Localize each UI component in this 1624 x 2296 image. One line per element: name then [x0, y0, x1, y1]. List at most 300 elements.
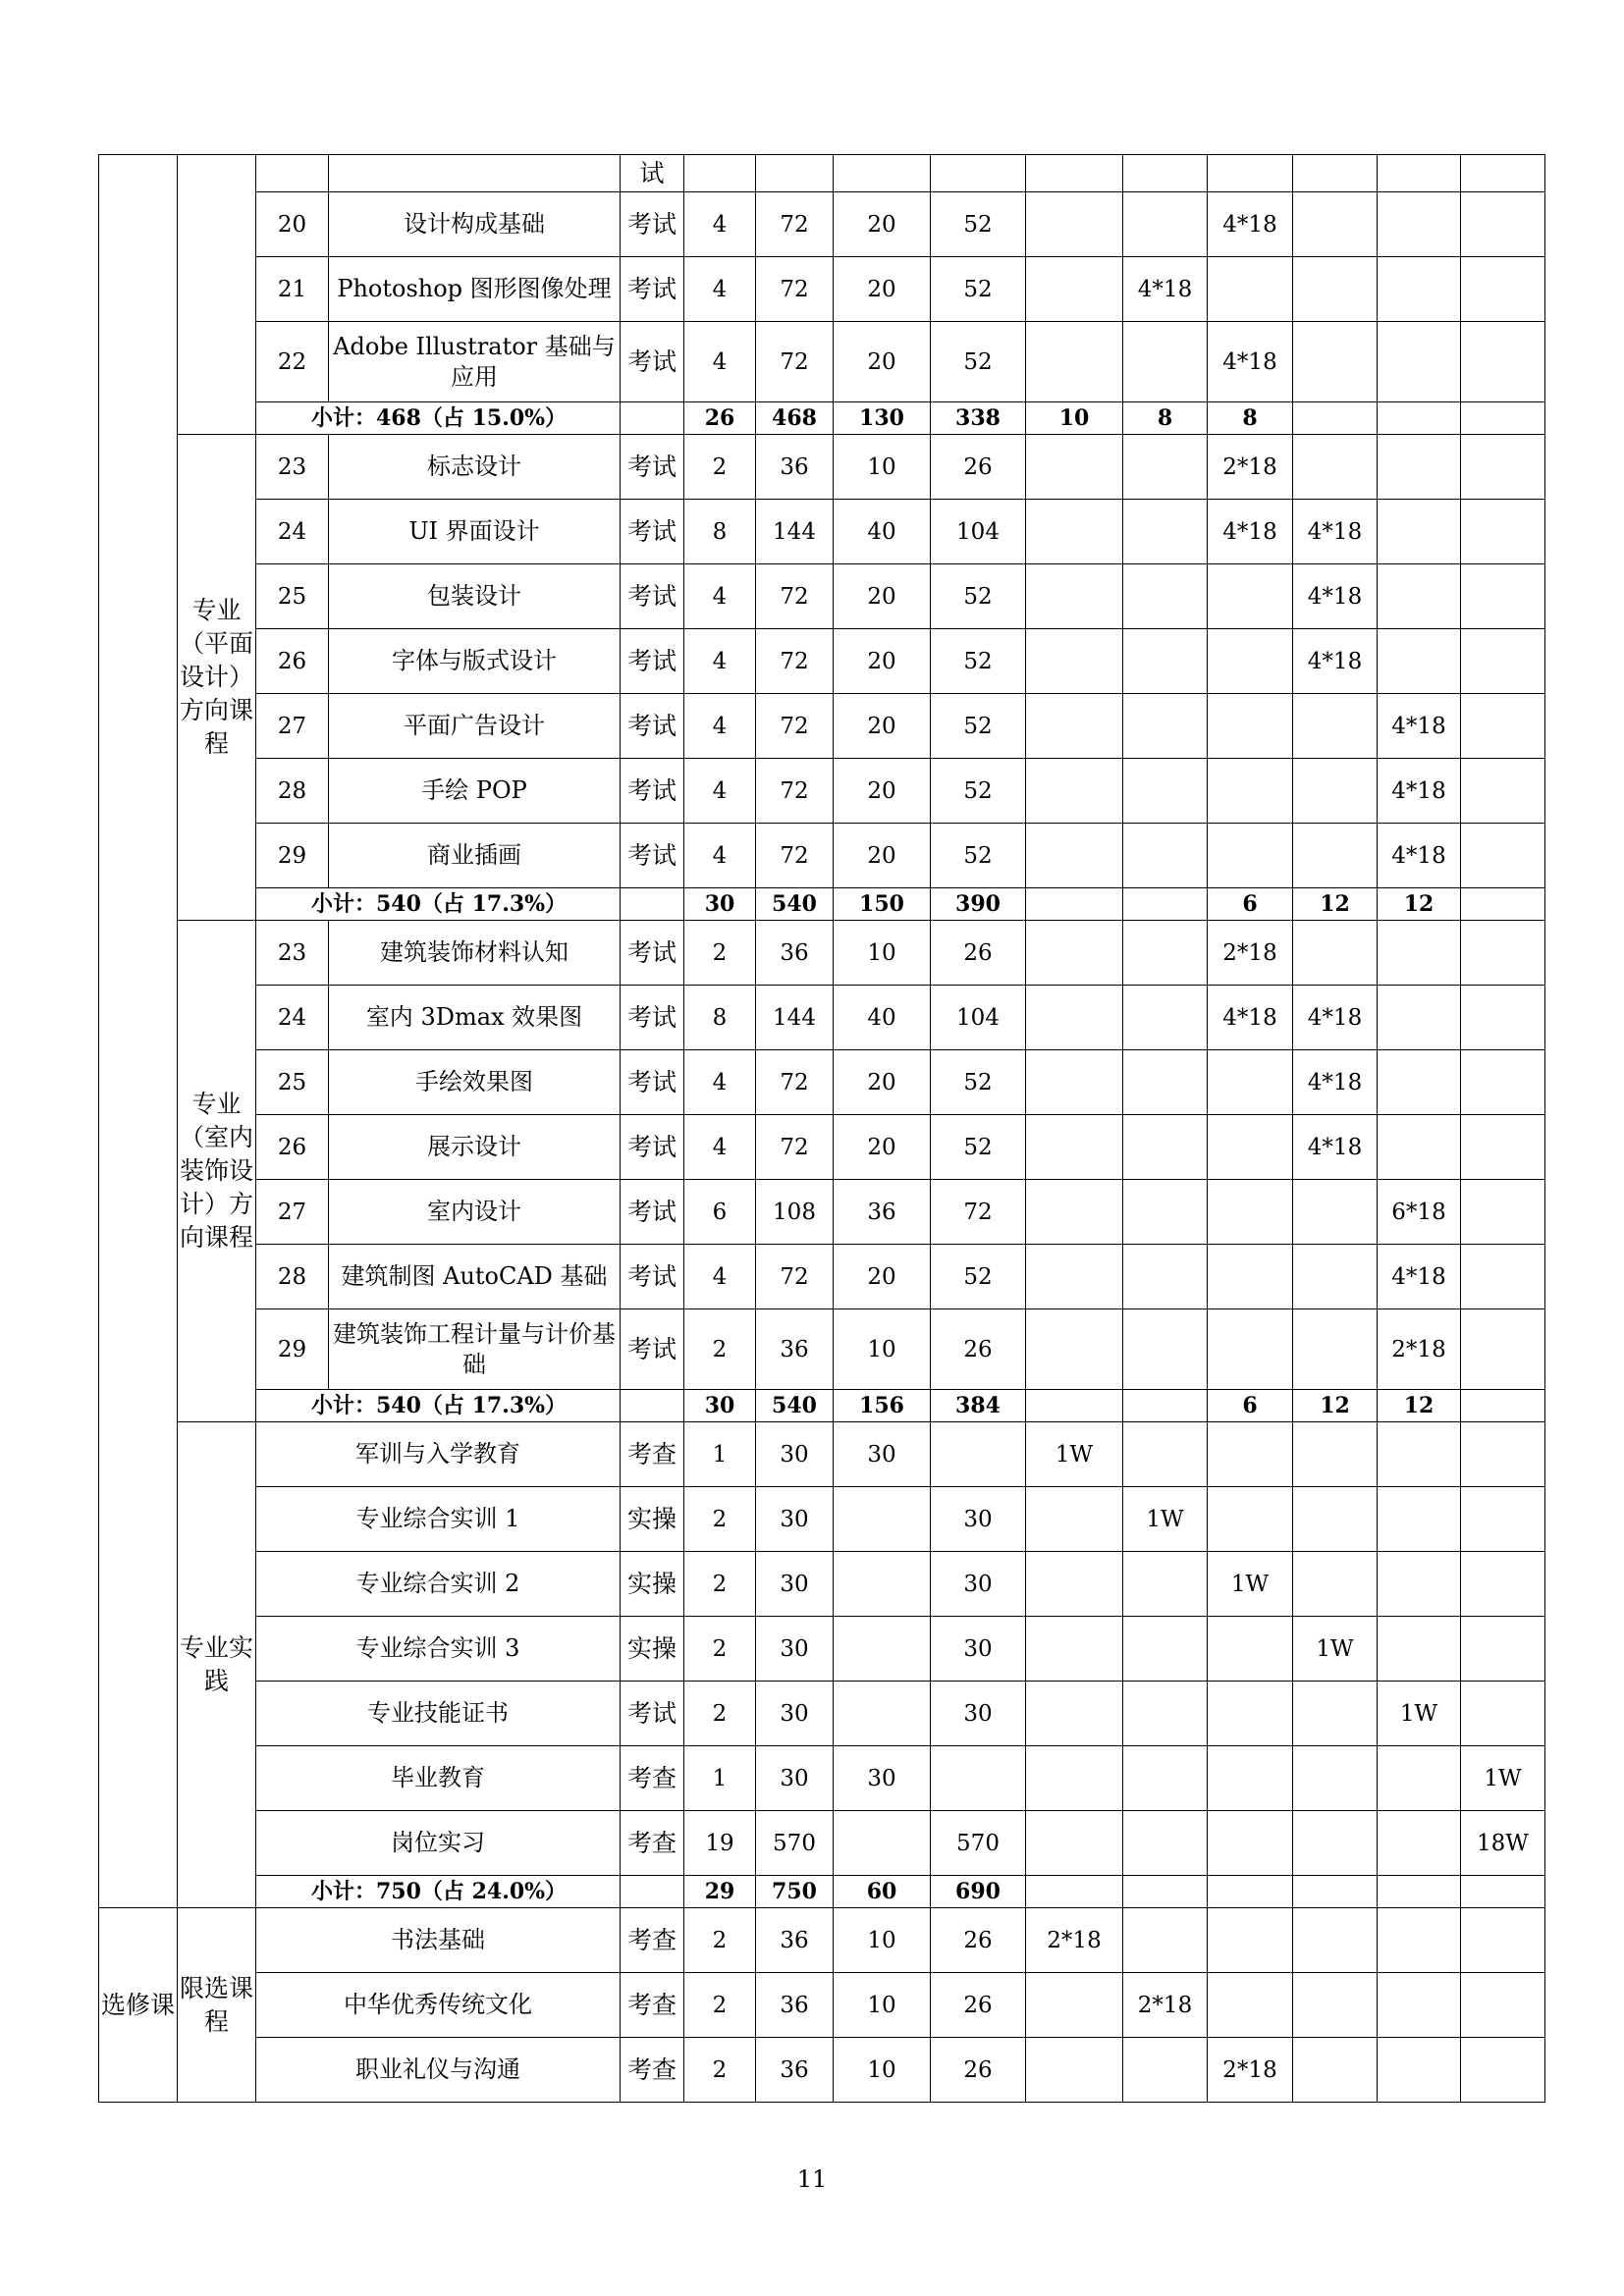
subcategory-cell: 专业（平面设计）方向课程 [178, 435, 256, 921]
semester-s1-cell [1026, 435, 1123, 500]
semester-s4-cell [1293, 2038, 1378, 2103]
credit-cell: 2 [684, 921, 756, 986]
semester-s1-cell [1026, 322, 1123, 402]
semester-s5-cell [1378, 500, 1461, 564]
semester-s4-cell [1293, 192, 1378, 257]
semester-s4-cell [1293, 402, 1378, 435]
course-number: 28 [256, 1245, 329, 1309]
hours-cell: 108 [756, 1180, 834, 1245]
semester-s4-cell [1293, 1309, 1378, 1390]
hours-cell: 72 [756, 1245, 834, 1309]
theory-cell: 20 [834, 322, 931, 402]
semester-s3-cell: 2*18 [1208, 921, 1293, 986]
theory-cell: 150 [834, 888, 931, 921]
semester-s4-cell [1293, 824, 1378, 888]
semester-s6-cell [1461, 435, 1545, 500]
semester-s6-cell [1461, 694, 1545, 759]
assessment-type: 考试 [621, 1180, 684, 1245]
credit-cell: 8 [684, 986, 756, 1050]
table-row [99, 322, 1545, 402]
table-row [99, 1115, 1545, 1180]
semester-s5-cell: 4*18 [1378, 824, 1461, 888]
semester-s2-cell [1123, 1746, 1208, 1811]
theory-cell: 20 [834, 824, 931, 888]
semester-s4-cell: 12 [1293, 888, 1378, 921]
hours-cell: 750 [756, 1876, 834, 1908]
semester-s4-cell [1293, 1552, 1378, 1617]
hours-cell: 468 [756, 402, 834, 435]
semester-s2-cell [1123, 1050, 1208, 1115]
credit-cell: 2 [684, 1617, 756, 1682]
table-row [99, 2038, 1545, 2103]
semester-s2-cell [1123, 1245, 1208, 1309]
assessment-type: 考试 [621, 192, 684, 257]
semester-s3-cell [1208, 1050, 1293, 1115]
semester-s6-cell [1461, 1390, 1545, 1422]
course-name: 字体与版式设计 [329, 629, 621, 694]
theory-cell [834, 1811, 931, 1876]
theory-cell: 30 [834, 1422, 931, 1487]
practice-cell: 52 [931, 1245, 1026, 1309]
semester-s6-cell [1461, 1617, 1545, 1682]
semester-s6-cell [1461, 824, 1545, 888]
semester-s6-cell [1461, 1487, 1545, 1552]
semester-s5-cell [1378, 1908, 1461, 1973]
credit-cell: 2 [684, 2038, 756, 2103]
practice-cell: 104 [931, 500, 1026, 564]
semester-s1-cell [1026, 192, 1123, 257]
semester-s2-cell [1123, 1422, 1208, 1487]
semester-s2-cell [1123, 1908, 1208, 1973]
hours-cell: 144 [756, 986, 834, 1050]
assessment-type: 考试 [621, 629, 684, 694]
semester-s6-cell [1461, 1973, 1545, 2038]
semester-s2-cell [1123, 888, 1208, 921]
credit-cell: 2 [684, 435, 756, 500]
empty-cell [621, 888, 684, 921]
semester-s5-cell: 4*18 [1378, 1245, 1461, 1309]
theory-cell: 40 [834, 986, 931, 1050]
course-name: 建筑装饰工程计量与计价基础 [329, 1309, 621, 1390]
semester-s6-cell [1461, 1309, 1545, 1390]
assessment-type: 考试 [621, 257, 684, 322]
theory-cell: 10 [834, 921, 931, 986]
semester-s2-cell [1123, 322, 1208, 402]
semester-s4-cell [1293, 435, 1378, 500]
empty-cell [621, 1390, 684, 1422]
semester-s1-cell [1026, 1876, 1123, 1908]
semester-s3-cell [1208, 694, 1293, 759]
semester-s4-cell [1293, 1487, 1378, 1552]
theory-cell [834, 1487, 931, 1552]
semester-s5-cell [1378, 1973, 1461, 2038]
semester-s1-cell [1026, 824, 1123, 888]
practice-cell: 570 [931, 1811, 1026, 1876]
semester-s3-cell [1208, 1309, 1293, 1390]
semester-s5-cell [1378, 402, 1461, 435]
semester-s3-cell [1208, 1487, 1293, 1552]
theory-cell: 20 [834, 1050, 931, 1115]
table-row [99, 694, 1545, 759]
course-name: 室内 3Dmax 效果图 [329, 986, 621, 1050]
subcategory-cell: 专业（室内装饰设计）方向课程 [178, 921, 256, 1422]
semester-s3-cell [1208, 1973, 1293, 2038]
practice-cell [931, 155, 1026, 192]
table-row [99, 1617, 1545, 1682]
practice-cell: 52 [931, 192, 1026, 257]
assessment-type: 试 [621, 155, 684, 192]
semester-s2-cell [1123, 694, 1208, 759]
theory-cell: 130 [834, 402, 931, 435]
hours-cell: 72 [756, 759, 834, 824]
credit-cell: 4 [684, 257, 756, 322]
practice-cell: 104 [931, 986, 1026, 1050]
theory-cell [834, 1552, 931, 1617]
course-name: 专业综合实训 2 [256, 1552, 621, 1617]
assessment-type: 考试 [621, 1682, 684, 1746]
practice-cell: 30 [931, 1682, 1026, 1746]
semester-s1-cell [1026, 1617, 1123, 1682]
practice-cell [931, 1746, 1026, 1811]
course-name: 军训与入学教育 [256, 1422, 621, 1487]
semester-s6-cell [1461, 1876, 1545, 1908]
semester-s6-cell [1461, 921, 1545, 986]
semester-s4-cell [1293, 1245, 1378, 1309]
theory-cell: 20 [834, 1115, 931, 1180]
credit-cell: 4 [684, 564, 756, 629]
semester-s4-cell [1293, 1422, 1378, 1487]
semester-s4-cell [1293, 322, 1378, 402]
hours-cell: 72 [756, 564, 834, 629]
practice-cell: 52 [931, 1050, 1026, 1115]
semester-s1-cell [1026, 564, 1123, 629]
theory-cell: 36 [834, 1180, 931, 1245]
course-number: 27 [256, 1180, 329, 1245]
table-row [99, 921, 1545, 986]
course-number: 25 [256, 1050, 329, 1115]
semester-s2-cell: 1W [1123, 1487, 1208, 1552]
theory-cell: 20 [834, 694, 931, 759]
hours-cell: 144 [756, 500, 834, 564]
table-row [99, 500, 1545, 564]
hours-cell: 36 [756, 1973, 834, 2038]
semester-s6-cell [1461, 1422, 1545, 1487]
course-name: 手绘 POP [329, 759, 621, 824]
assessment-type: 考查 [621, 1973, 684, 2038]
assessment-type: 考试 [621, 921, 684, 986]
credit-cell: 4 [684, 1115, 756, 1180]
semester-s2-cell [1123, 500, 1208, 564]
semester-s1-cell: 1W [1026, 1422, 1123, 1487]
semester-s2-cell [1123, 192, 1208, 257]
course-name: 专业综合实训 3 [256, 1617, 621, 1682]
course-name: UI 界面设计 [329, 500, 621, 564]
semester-s1-cell [1026, 2038, 1123, 2103]
table-row [99, 986, 1545, 1050]
subtotal-label: 小计：540（占 17.3%） [256, 1390, 621, 1422]
semester-s6-cell [1461, 1180, 1545, 1245]
course-number: 28 [256, 759, 329, 824]
semester-s4-cell [1293, 257, 1378, 322]
course-name: 毕业教育 [256, 1746, 621, 1811]
credit-cell: 30 [684, 888, 756, 921]
semester-s5-cell [1378, 1876, 1461, 1908]
assessment-type: 实操 [621, 1617, 684, 1682]
assessment-type: 考试 [621, 1050, 684, 1115]
course-name: 设计构成基础 [329, 192, 621, 257]
hours-cell: 72 [756, 1115, 834, 1180]
table-row [99, 629, 1545, 694]
semester-s4-cell: 1W [1293, 1617, 1378, 1682]
table-row [99, 564, 1545, 629]
practice-cell: 52 [931, 1115, 1026, 1180]
semester-s4-cell [1293, 1973, 1378, 2038]
semester-s4-cell [1293, 1811, 1378, 1876]
subtotal-row [99, 888, 1545, 921]
practice-cell [931, 1422, 1026, 1487]
semester-s2-cell [1123, 155, 1208, 192]
course-number: 23 [256, 435, 329, 500]
semester-s2-cell [1123, 824, 1208, 888]
theory-cell: 156 [834, 1390, 931, 1422]
subcategory-cell: 专业实践 [178, 1422, 256, 1908]
hours-cell: 36 [756, 1908, 834, 1973]
semester-s5-cell: 1W [1378, 1682, 1461, 1746]
hours-cell: 30 [756, 1487, 834, 1552]
category-cell [99, 155, 178, 1908]
hours-cell: 36 [756, 1309, 834, 1390]
semester-s2-cell [1123, 564, 1208, 629]
semester-s1-cell [1026, 1309, 1123, 1390]
course-number: 29 [256, 1309, 329, 1390]
subtotal-row [99, 1876, 1545, 1908]
page-number: 11 [796, 2165, 828, 2193]
practice-cell: 52 [931, 257, 1026, 322]
course-plan-table [98, 154, 1545, 2103]
semester-s1-cell [1026, 1973, 1123, 2038]
semester-s5-cell: 2*18 [1378, 1309, 1461, 1390]
semester-s3-cell: 2*18 [1208, 2038, 1293, 2103]
semester-s4-cell: 4*18 [1293, 629, 1378, 694]
theory-cell: 10 [834, 435, 931, 500]
semester-s1-cell [1026, 1746, 1123, 1811]
semester-s3-cell: 4*18 [1208, 192, 1293, 257]
semester-s2-cell [1123, 986, 1208, 1050]
table-row [99, 1973, 1545, 2038]
semester-s1-cell [1026, 759, 1123, 824]
semester-s2-cell [1123, 1552, 1208, 1617]
theory-cell: 30 [834, 1746, 931, 1811]
assessment-type: 考试 [621, 435, 684, 500]
credit-cell: 2 [684, 1908, 756, 1973]
credit-cell: 6 [684, 1180, 756, 1245]
course-number: 26 [256, 629, 329, 694]
semester-s2-cell [1123, 1617, 1208, 1682]
hours-cell: 30 [756, 1552, 834, 1617]
semester-s6-cell [1461, 2038, 1545, 2103]
semester-s2-cell [1123, 629, 1208, 694]
semester-s3-cell: 8 [1208, 402, 1293, 435]
semester-s5-cell: 12 [1378, 1390, 1461, 1422]
assessment-type: 考试 [621, 564, 684, 629]
semester-s5-cell [1378, 1617, 1461, 1682]
semester-s4-cell: 4*18 [1293, 564, 1378, 629]
hours-cell: 72 [756, 694, 834, 759]
semester-s6-cell: 1W [1461, 1746, 1545, 1811]
semester-s3-cell [1208, 1115, 1293, 1180]
semester-s3-cell [1208, 564, 1293, 629]
semester-s5-cell [1378, 1422, 1461, 1487]
course-name: 展示设计 [329, 1115, 621, 1180]
semester-s2-cell [1123, 1682, 1208, 1746]
theory-cell: 20 [834, 629, 931, 694]
semester-s5-cell [1378, 257, 1461, 322]
course-name: 专业综合实训 1 [256, 1487, 621, 1552]
course-name: Adobe Illustrator 基础与应用 [329, 322, 621, 402]
semester-s2-cell: 8 [1123, 402, 1208, 435]
table-row [99, 824, 1545, 888]
practice-cell: 52 [931, 824, 1026, 888]
semester-s3-cell [1208, 155, 1293, 192]
assessment-type: 考试 [621, 759, 684, 824]
credit-cell: 26 [684, 402, 756, 435]
credit-cell: 1 [684, 1422, 756, 1487]
course-name: 中华优秀传统文化 [256, 1973, 621, 2038]
semester-s2-cell [1123, 1811, 1208, 1876]
semester-s4-cell: 4*18 [1293, 986, 1378, 1050]
semester-s4-cell [1293, 694, 1378, 759]
semester-s4-cell [1293, 1876, 1378, 1908]
theory-cell [834, 1617, 931, 1682]
credit-cell: 29 [684, 1876, 756, 1908]
semester-s4-cell: 12 [1293, 1390, 1378, 1422]
semester-s5-cell [1378, 1746, 1461, 1811]
course-name: 建筑制图 AutoCAD 基础 [329, 1245, 621, 1309]
semester-s6-cell: 18W [1461, 1811, 1545, 1876]
assessment-type: 考试 [621, 824, 684, 888]
semester-s6-cell [1461, 986, 1545, 1050]
semester-s3-cell [1208, 1746, 1293, 1811]
course-name: 职业礼仪与沟通 [256, 2038, 621, 2103]
semester-s3-cell [1208, 824, 1293, 888]
semester-s6-cell [1461, 1245, 1545, 1309]
course-number: 25 [256, 564, 329, 629]
semester-s3-cell [1208, 759, 1293, 824]
semester-s1-cell [1026, 986, 1123, 1050]
semester-s5-cell [1378, 986, 1461, 1050]
semester-s5-cell: 4*18 [1378, 759, 1461, 824]
semester-s1-cell [1026, 629, 1123, 694]
credit-cell: 1 [684, 1746, 756, 1811]
practice-cell: 30 [931, 1617, 1026, 1682]
semester-s4-cell [1293, 1682, 1378, 1746]
semester-s1-cell [1026, 694, 1123, 759]
semester-s2-cell [1123, 1180, 1208, 1245]
semester-s6-cell [1461, 888, 1545, 921]
course-number: 24 [256, 500, 329, 564]
semester-s3-cell: 4*18 [1208, 986, 1293, 1050]
practice-cell: 338 [931, 402, 1026, 435]
semester-s5-cell [1378, 322, 1461, 402]
semester-s5-cell [1378, 2038, 1461, 2103]
hours-cell: 72 [756, 629, 834, 694]
semester-s2-cell: 2*18 [1123, 1973, 1208, 2038]
assessment-type: 考试 [621, 1115, 684, 1180]
theory-cell: 60 [834, 1876, 931, 1908]
hours-cell: 30 [756, 1746, 834, 1811]
semester-s2-cell [1123, 2038, 1208, 2103]
table-row [99, 1908, 1545, 1973]
assessment-type: 考试 [621, 986, 684, 1050]
semester-s2-cell [1123, 1390, 1208, 1422]
practice-cell: 30 [931, 1552, 1026, 1617]
semester-s3-cell [1208, 1811, 1293, 1876]
table-row [99, 1487, 1545, 1552]
course-name: 手绘效果图 [329, 1050, 621, 1115]
semester-s4-cell [1293, 921, 1378, 986]
semester-s5-cell [1378, 1050, 1461, 1115]
semester-s5-cell: 6*18 [1378, 1180, 1461, 1245]
hours-cell: 540 [756, 888, 834, 921]
table-row [99, 192, 1545, 257]
semester-s1-cell [1026, 1552, 1123, 1617]
credit-cell: 4 [684, 694, 756, 759]
semester-s2-cell [1123, 921, 1208, 986]
semester-s5-cell [1378, 564, 1461, 629]
semester-s6-cell [1461, 1908, 1545, 1973]
semester-s1-cell [1026, 888, 1123, 921]
semester-s1-cell [1026, 1682, 1123, 1746]
theory-cell: 20 [834, 564, 931, 629]
semester-s3-cell: 1W [1208, 1552, 1293, 1617]
assessment-type: 考查 [621, 2038, 684, 2103]
course-name: 标志设计 [329, 435, 621, 500]
semester-s6-cell [1461, 402, 1545, 435]
semester-s3-cell [1208, 1422, 1293, 1487]
semester-s6-cell [1461, 1115, 1545, 1180]
practice-cell: 26 [931, 1309, 1026, 1390]
semester-s5-cell [1378, 629, 1461, 694]
course-name: 书法基础 [256, 1908, 621, 1973]
semester-s5-cell [1378, 1115, 1461, 1180]
table-row [99, 257, 1545, 322]
semester-s2-cell: 4*18 [1123, 257, 1208, 322]
theory-cell: 20 [834, 257, 931, 322]
practice-cell: 390 [931, 888, 1026, 921]
semester-s5-cell [1378, 1552, 1461, 1617]
assessment-type: 考查 [621, 1422, 684, 1487]
hours-cell: 36 [756, 435, 834, 500]
semester-s1-cell [1026, 1050, 1123, 1115]
table-row [99, 155, 1545, 192]
hours-cell: 72 [756, 322, 834, 402]
semester-s6-cell [1461, 257, 1545, 322]
theory-cell: 20 [834, 759, 931, 824]
empty-cell [621, 402, 684, 435]
assessment-type: 考试 [621, 1245, 684, 1309]
semester-s6-cell [1461, 500, 1545, 564]
practice-cell: 26 [931, 435, 1026, 500]
subtotal-label: 小计：540（占 17.3%） [256, 888, 621, 921]
table-row [99, 1811, 1545, 1876]
subtotal-row [99, 1390, 1545, 1422]
course-number: 20 [256, 192, 329, 257]
credit-cell [684, 155, 756, 192]
credit-cell: 8 [684, 500, 756, 564]
semester-s2-cell [1123, 1309, 1208, 1390]
hours-cell: 36 [756, 2038, 834, 2103]
assessment-type: 考试 [621, 322, 684, 402]
